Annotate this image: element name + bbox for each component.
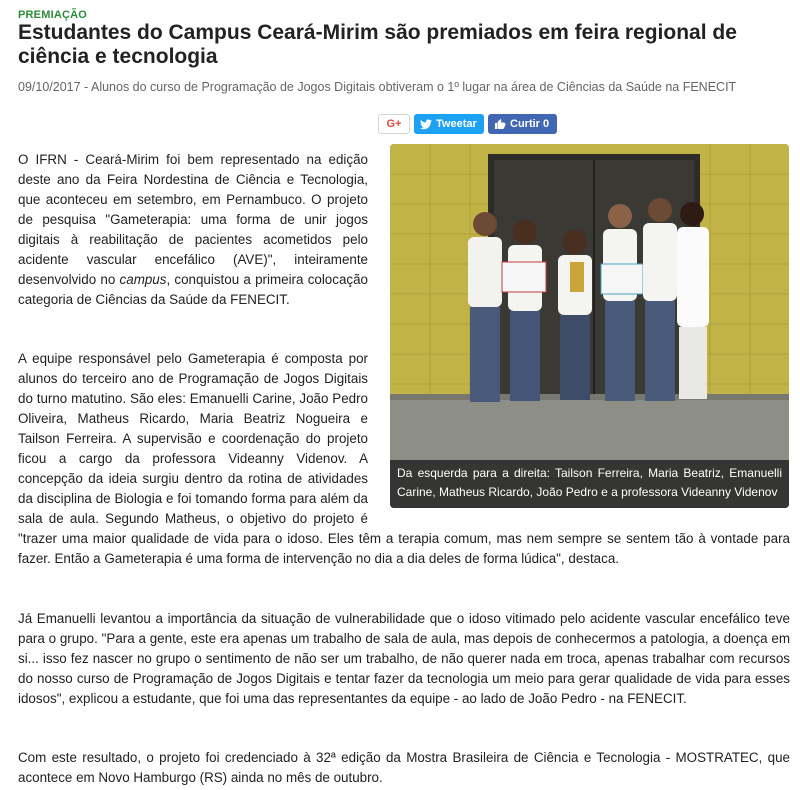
thumbs-up-icon [494,118,506,130]
twitter-bird-icon [420,119,432,130]
paragraph-1-text-b: , conquistou a primeira colocação categoria de Ciências da Saúde da FENECIT. [18,272,368,307]
tweet-button[interactable] [414,114,484,134]
paragraph-1-text-a: O IFRN - Ceará-Mirim foi bem representado na edição deste ano da Feira Nordestina de Ciência e Tecnologia, que aconteceu em setembro, em Pernambuco. O projeto de pesquisa "Gameterapia: uma forma de unir jogos digitais à reabilitação de pacientes acometidos pelo acidente vascular encefálico (AVE)", inteiramente desenvolvido no [18,152,368,287]
like-label: Curtir 0 [510,118,550,130]
google-plus-label: G+ [386,118,402,130]
paragraph-1 [18,150,368,310]
photo-float-spacer [368,349,790,519]
google-plus-button[interactable] [378,114,410,134]
category-label: PREMIAÇÃO [18,9,88,21]
article-title: Estudantes do Campus Ceará-Mirim são premiados em feira regional de ciência e tecnologia [18,21,737,68]
paragraph-4 [18,748,790,788]
paragraph-3 [18,609,790,709]
paragraph-4-text: Com este resultado, o projeto foi credenciado à 32ª edição da Mostra Brasileira de Ciência e Tecnologia - MOSTRATEC, que acontece em Novo Hamburgo (RS) ainda no mês de outubro. [18,750,790,785]
tweet-label: Tweetar [436,118,477,130]
photo-caption: Da esquerda para a direita: Tailson Ferreira, Maria Beatriz, Emanuelli Carine, Matheus Ricardo, João Pedro e a professora Videanny Videnov [390,460,789,508]
facebook-like-button[interactable] [488,114,557,134]
paragraph-3-text: Já Emanuelli levantou a importância da situação de vulnerabilidade que o idoso vitimado pelo acidente vascular encefálico teve para o grupo. "Para a gente, este era apenas um trabalho de sala de aula, mas depois de conhecermos a patologia, a doença em si... isso fez nascer no grupo o sentimento de não ser um trabalho, de não querer nada em troca, apenas trabalhar com recursos do nosso curso de Programação de Jogos Digitais e tentar fazer da tecnologia um meio para gerar qualidade de vida para esses idosos", explicou a estudante, que foi uma das representantes da equipe - ao lado de João Pedro - na FENECIT. [18,611,790,706]
paragraph-2-text: A equipe responsável pelo Gameterapia é composta por alunos do terceiro ano de Programação de Jogos Digitais do turno matutino. São eles: Emanuelli Carine, João Pedro Oliveira, Matheus Ricardo, Maria Beatriz Nogueira e Tailson Ferreira. A supervisão e coordenação do projeto ficou a cargo da professora Videanny Videnov. A concepção da ideia surgiu dentro da rotina de atividades da disciplina de Biologia e foi tomando forma para além da sala de aula. Segundo Matheus, o objetivo do projeto é "trazer uma maior qualidade de vida para o idoso. Eles têm a terapia comum, mas nem sempre se sentem tão à vontade para fazer. Então a Gameterapia é uma forma de intervenção no dia a dia deles de forma lúdica", destaca. [18,351,790,566]
article-lead: 09/10/2017 - Alunos do curso de Programação de Jogos Digitais obtiveram o 1º lugar na área de Ciências da Saúde na FENECIT [18,80,737,94]
share-bar [378,114,557,134]
paragraph-1-emphasis: campus [119,272,167,287]
paragraph-2 [18,349,790,569]
